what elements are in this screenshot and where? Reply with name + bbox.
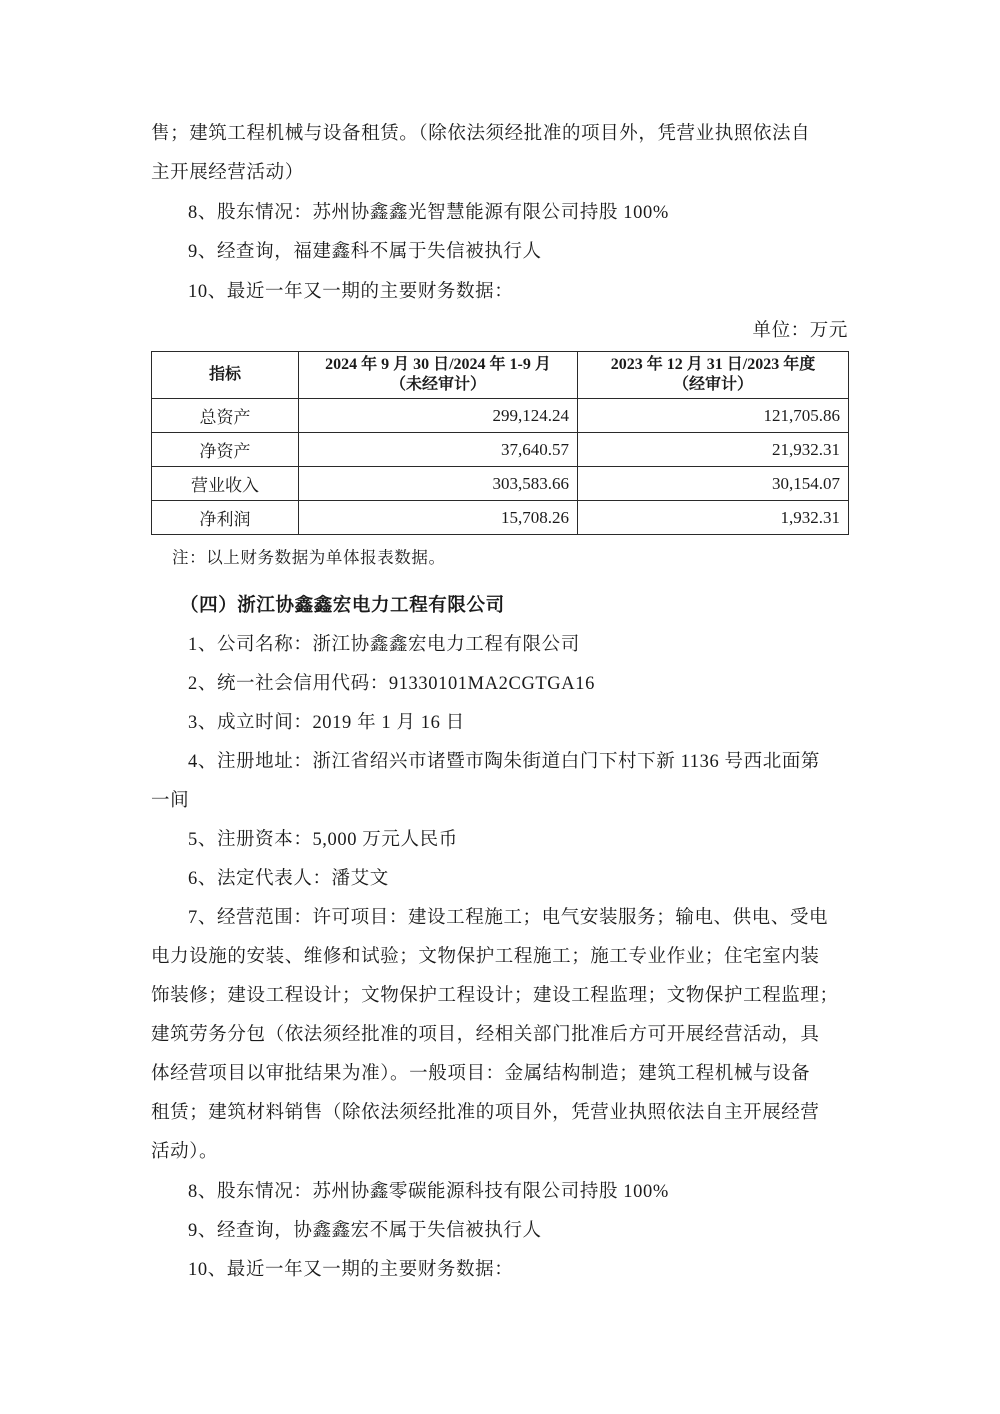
value-2023: 1,932.31 (578, 501, 849, 535)
body-text-line: 主开展经营活动） (151, 163, 304, 183)
unit-label: 单位：万元 (752, 321, 848, 341)
value-2024: 303,583.66 (299, 467, 578, 501)
financial-data-heading: 10、最近一年又一期的主要财务数据： (188, 1260, 514, 1280)
table-row (152, 467, 849, 501)
header-2024 (299, 352, 578, 399)
value-2024: 15,708.26 (299, 501, 578, 535)
value-2023: 21,932.31 (578, 433, 849, 467)
table-header-row (152, 352, 849, 399)
row-label: 净利润 (152, 501, 299, 535)
credit-check-item: 9、经查询，福建鑫科不属于失信被执行人 (188, 242, 542, 262)
table-note: 注：以上财务数据为单体报表数据。 (172, 548, 446, 567)
credit-check-item: 9、经查询，协鑫鑫宏不属于失信被执行人 (188, 1221, 542, 1241)
company-name-item: 1、公司名称：浙江协鑫鑫宏电力工程有限公司 (188, 635, 580, 655)
address-item: 4、注册地址：浙江省绍兴市诸暨市陶朱街道白门下村下新 1136 号西北面第 (188, 752, 821, 772)
financial-table (151, 351, 849, 535)
registered-capital-item: 5、注册资本：5,000 万元人民币 (188, 830, 458, 850)
row-label: 净资产 (152, 433, 299, 467)
table-row (152, 399, 849, 433)
header-2023 (578, 352, 849, 399)
business-scope-item: 7、经营范围：许可项目：建设工程施工；电气安装服务；输电、供电、受电 (188, 908, 829, 928)
legal-rep-item: 6、法定代表人：潘艾文 (188, 869, 389, 889)
table-row (152, 501, 849, 535)
value-2024: 299,124.24 (299, 399, 578, 433)
credit-code-item: 2、统一社会信用代码：91330101MA2CGTGA16 (188, 674, 595, 694)
value-2024: 37,640.57 (299, 433, 578, 467)
row-label: 营业收入 (152, 467, 299, 501)
body-text-line: 售；建筑工程机械与设备租赁。（除依法须经批准的项目外，凭营业执照依法自 (151, 124, 811, 144)
business-scope-line: 建筑劳务分包（依法须经批准的项目，经相关部门批准后方可开展经营活动，具 (151, 1025, 820, 1045)
header-indicator: 指标 (152, 352, 299, 399)
business-scope-line: 活动）。 (151, 1142, 219, 1162)
value-2023: 121,705.86 (578, 399, 849, 433)
header-2023-period: 2023 年 12 月 31 日/2023 年度 (610, 356, 816, 373)
established-date-item: 3、成立时间：2019 年 1 月 16 日 (188, 713, 465, 733)
address-item-cont: 一间 (151, 791, 190, 811)
business-scope-line: 饰装修；建设工程设计；文物保护工程设计；建设工程监理；文物保护工程监理； (151, 986, 839, 1006)
shareholder-item: 8、股东情况：苏州协鑫鑫光智慧能源有限公司持股 100% (188, 203, 669, 223)
shareholder-item: 8、股东情况：苏州协鑫零碳能源科技有限公司持股 100% (188, 1182, 669, 1202)
business-scope-line: 租赁；建筑材料销售（除依法须经批准的项目外，凭营业执照依法自主开展经营 (151, 1103, 820, 1123)
table-row (152, 433, 849, 467)
section-heading: （四）浙江协鑫鑫宏电力工程有限公司 (180, 596, 505, 616)
header-2024-period: 2024 年 9 月 30 日/2024 年 1-9 月 (325, 356, 551, 373)
row-label: 总资产 (152, 399, 299, 433)
business-scope-line: 体经营项目以审批结果为准）。一般项目：金属结构制造；建筑工程机械与设备 (151, 1064, 811, 1084)
financial-data-heading: 10、最近一年又一期的主要财务数据： (188, 282, 514, 302)
value-2023: 30,154.07 (578, 467, 849, 501)
header-2024-audit: （未经审计） (389, 376, 486, 393)
header-2023-audit: （经审计） (672, 376, 753, 393)
business-scope-line: 电力设施的安装、维修和试验；文物保护工程施工；施工专业作业；住宅室内装 (151, 947, 820, 967)
